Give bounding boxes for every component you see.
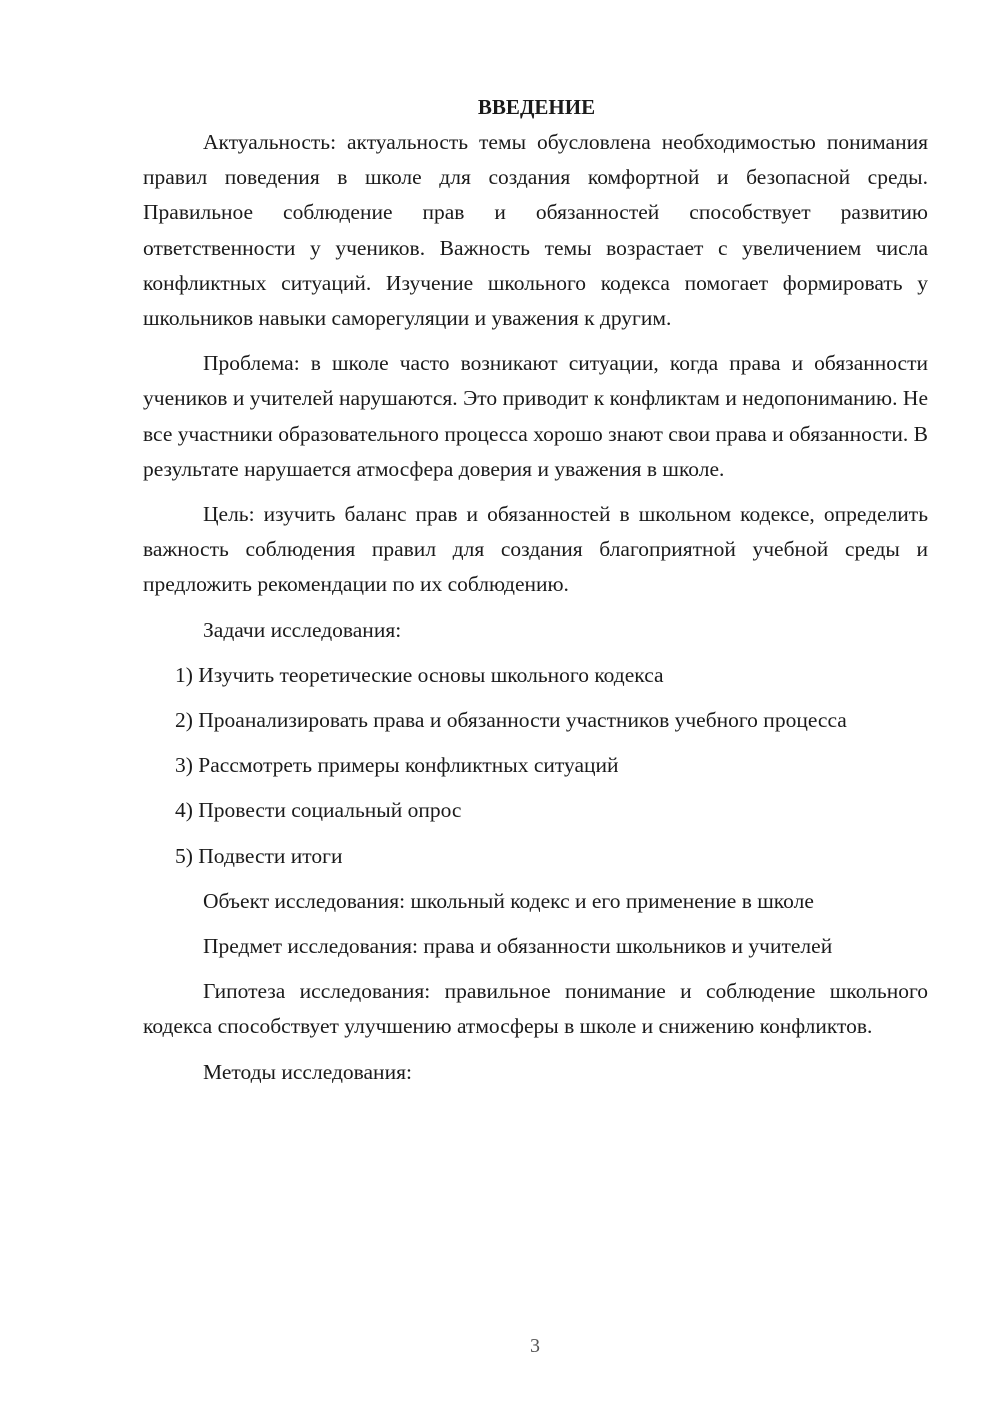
paragraph-methods: Методы исследования: [203, 1059, 412, 1084]
task-item: 3) Рассмотреть примеры конфликтных ситуаций [175, 753, 619, 778]
task-item: 2) Проанализировать права и обязанности участников учебного процесса [175, 708, 847, 733]
task-item: 1) Изучить теоретические основы школьного кодекса [175, 662, 664, 687]
paragraph-tasks-heading: Задачи исследования: [203, 617, 402, 642]
task-item: 4) Провести социальный опрос [175, 798, 462, 823]
paragraph-object: Объект исследования: школьный кодекс и его применение в школе [203, 888, 814, 913]
task-item: 5) Подвести итоги [175, 843, 343, 868]
page-title: ВВЕДЕНИЕ [477, 95, 596, 119]
paragraph-relevance: Актуальность: актуальность темы обусловлена необходимостью понимания правил поведения в школе для создания комфортной и безопасной среды. Правильное соблюдение прав и обязанностей способствует развитию ответственности у учеников. Важность темы возрастает с увеличением числа конфликтных ситуаций. Изучение школьного кодекса помогает формировать у школьников навыки саморегуляции и уважения к другим. [143, 130, 928, 331]
paragraph-problem: Проблема: в школе часто возникают ситуации, когда права и обязанности учеников и учителей нарушаются. Это приводит к конфликтам и недопониманию. Не все участники образовательного процесса хорошо знают свои права и обязанности. В результате нарушается атмосфера доверия и уважения в школе. [143, 351, 928, 481]
paragraph-hypothesis: Гипотеза исследования: правильное понимание и соблюдение школьного кодекса способствует улучшению атмосферы в школе и снижению конфликтов. [143, 979, 928, 1039]
document-page [143, 90, 928, 1090]
paragraph-subject: Предмет исследования: права и обязанности школьников и учителей [203, 934, 833, 959]
paragraph-goal: Цель: изучить баланс прав и обязанностей в школьном кодексе, определить важность соблюдения правил для создания благоприятной учебной среды и предложить рекомендации по их соблюдению. [143, 502, 928, 597]
page-number: 3 [530, 1335, 540, 1357]
